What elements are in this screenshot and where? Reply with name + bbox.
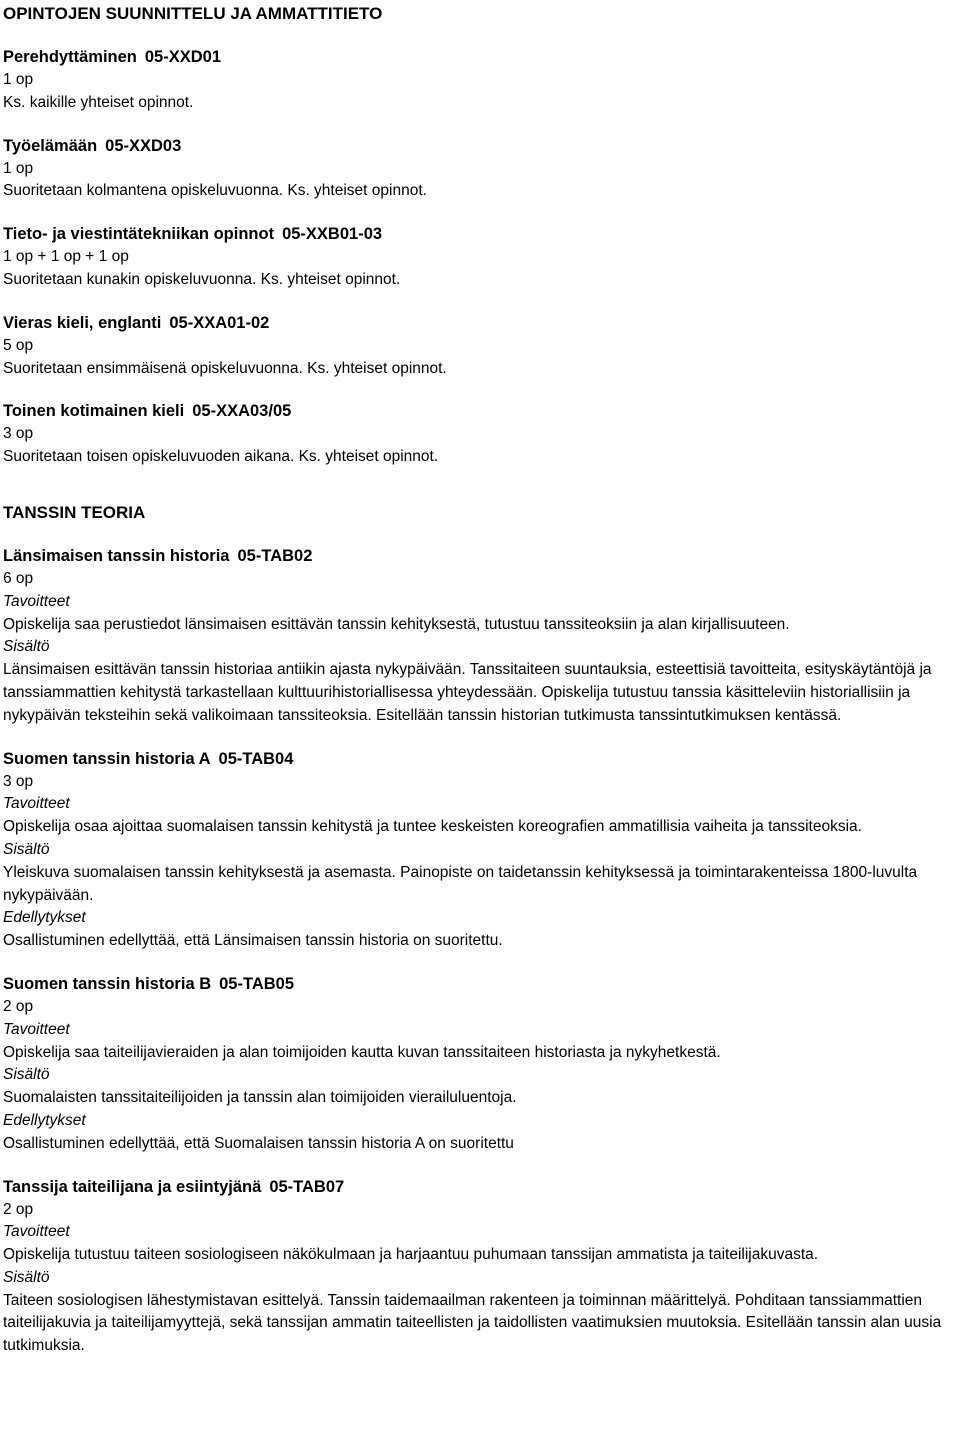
course-tanssija-taiteilijana bbox=[3, 1176, 960, 1359]
content-label: Sisältö bbox=[3, 840, 50, 858]
goals-label: Tavoitteet bbox=[3, 592, 70, 610]
course-title bbox=[3, 973, 960, 996]
course-note: Ks. kaikille yhteiset opinnot. bbox=[3, 93, 194, 111]
course-suomen-tanssin-historia-b bbox=[3, 973, 960, 1156]
course-credits: 1 op bbox=[3, 71, 34, 88]
content-text: Taiteen sosiologisen lähestymistavan esittelyä. Tanssin taidemaailman rakenteen ja toiminnan määrittelyä. Pohditaan tanssiammattien taiteilijakuvia ja taiteilijamyyttejä, sekä tanssijan ammatin taiteellisten ja taidollisten vaatimuksien muutoksia. Esitellään tanssin alan uusia tutkimuksia. bbox=[3, 1291, 942, 1355]
course-credits: 2 op bbox=[3, 1200, 34, 1218]
course-name: Tieto- ja viestintätekniikan opinnot bbox=[3, 225, 275, 244]
course-credits: 2 op bbox=[3, 997, 34, 1015]
course-note: Suoritetaan toisen opiskeluvuoden aikana. Ks. yhteiset opinnot. bbox=[3, 448, 439, 466]
goals-text: Opiskelija osaa ajoittaa suomalaisen tanssin kehitystä ja tuntee keskeisten koreografien ammatillisia vaiheita ja tanssiteoksia. bbox=[3, 818, 862, 836]
course-name: Työelämään bbox=[3, 136, 98, 155]
section-title: OPINTOJEN SUUNNITTELU JA AMMATTITIETO bbox=[3, 4, 383, 23]
prerequisites-text: Osallistuminen edellyttää, että Suomalaisen tanssin historia A on suoritettu bbox=[3, 1134, 514, 1152]
course-name: Toinen kotimainen kieli bbox=[3, 402, 185, 421]
course-toinen-kotimainen-kieli bbox=[3, 400, 960, 469]
content-text: Yleiskuva suomalaisen tanssin kehityksestä ja asemasta. Painopiste on taidetanssin kehityksessä ja toimintarakenteissa 1800-luvulta nykypäivään. bbox=[3, 863, 918, 904]
course-credits: 3 op bbox=[3, 772, 34, 790]
course-suomen-tanssin-historia-a bbox=[3, 748, 960, 953]
prerequisites-text: Osallistuminen edellyttää, että Länsimaisen tanssin historia on suoritettu. bbox=[3, 932, 503, 950]
course-title bbox=[3, 46, 960, 69]
course-tyoelamaan bbox=[3, 135, 960, 204]
course-code: 05-TAB02 bbox=[237, 546, 313, 565]
prerequisites-label: Edellytykset bbox=[3, 1111, 86, 1129]
course-credits: 1 op + 1 op + 1 op bbox=[3, 248, 129, 266]
course-code: 05-TAB04 bbox=[218, 749, 294, 768]
course-name: Länsimaisen tanssin historia bbox=[3, 546, 230, 565]
course-name: Tanssija taiteilijana ja esiintyjänä bbox=[3, 1177, 262, 1196]
course-name: Vieras kieli, englanti bbox=[3, 313, 162, 332]
content-text: Suomalaisten tanssitaiteilijoiden ja tanssin alan toimijoiden vierailuluentoja. bbox=[3, 1089, 517, 1107]
course-code: 05-XXA03/05 bbox=[192, 402, 292, 421]
course-name: Suomen tanssin historia B bbox=[3, 974, 212, 993]
course-note: Suoritetaan kunakin opiskeluvuonna. Ks. yhteiset opinnot. bbox=[3, 270, 401, 288]
course-note: Suoritetaan kolmantena opiskeluvuonna. Ks. yhteiset opinnot. bbox=[3, 182, 427, 200]
course-lansimaisen-tanssin-historia bbox=[3, 545, 960, 728]
course-code: 05-XXB01-03 bbox=[282, 225, 383, 244]
course-credits: 1 op bbox=[3, 159, 34, 177]
content-label: Sisältö bbox=[3, 638, 50, 656]
goals-text: Opiskelija saa taiteilijavieraiden ja alan toimijoiden kautta kuvan tanssitaiteen historiasta ja nykyhetkestä. bbox=[3, 1043, 721, 1061]
course-title bbox=[3, 1176, 960, 1199]
course-code: 05-TAB05 bbox=[219, 974, 295, 993]
goals-text: Opiskelija saa perustiedot länsimaisen esittävän tanssin kehityksestä, tutustuu tanssiteoksiin ja alan kirjallisuuteen. bbox=[3, 615, 790, 633]
goals-label: Tavoitteet bbox=[3, 795, 70, 813]
course-name: Perehdyttäminen bbox=[3, 48, 137, 66]
course-title bbox=[3, 312, 960, 335]
goals-label: Tavoitteet bbox=[3, 1223, 70, 1241]
prerequisites-label: Edellytykset bbox=[3, 909, 86, 927]
course-title bbox=[3, 223, 960, 246]
course-note: Suoritetaan ensimmäisenä opiskeluvuonna. Ks. yhteiset opinnot. bbox=[3, 359, 447, 377]
course-title bbox=[3, 400, 960, 423]
goals-text: Opiskelija tutustuu taiteen sosiologiseen näkökulmaan ja harjaantuu puhumaan tanssijan ammatista ja taiteilijakuvasta. bbox=[3, 1246, 819, 1264]
course-title bbox=[3, 135, 960, 158]
course-code: 05-XXD01 bbox=[144, 48, 222, 66]
content-label: Sisältö bbox=[3, 1268, 50, 1286]
content-text: Länsimaisen esittävän tanssin historiaa antiikin ajasta nykypäivään. Tanssitaiteen suuntauksia, esteettisiä tavoitteita, esityskäytäntöjä ja tanssiammattien kehitystä tarkastellaan kulttuurihistoriallisessa yhteydessään. Opiskelija tutustuu tanssia käsitteleviin historiallisiin ja nykypäivän teksteihin sekä valikoimaan tanssiteoksia. Esitellään tanssin historian tutkimusta tanssintutkimuksen kentässä. bbox=[3, 661, 932, 724]
course-vieras-kieli bbox=[3, 312, 960, 381]
course-code: 05-XXD03 bbox=[105, 136, 182, 155]
course-perehdyttaminen bbox=[3, 46, 960, 115]
content-label: Sisältö bbox=[3, 1066, 50, 1084]
course-title bbox=[3, 748, 960, 771]
goals-label: Tavoitteet bbox=[3, 1020, 70, 1038]
course-tieto-ja-viestintatekniikka bbox=[3, 223, 960, 292]
course-code: 05-XXA01-02 bbox=[169, 313, 270, 332]
course-name: Suomen tanssin historia A bbox=[3, 749, 211, 768]
course-credits: 6 op bbox=[3, 569, 34, 587]
section-title: TANSSIN TEORIA bbox=[3, 502, 146, 522]
course-code: 05-TAB07 bbox=[269, 1177, 345, 1196]
course-credits: 5 op bbox=[3, 336, 34, 354]
course-credits: 3 op bbox=[3, 425, 34, 443]
course-title bbox=[3, 545, 960, 568]
